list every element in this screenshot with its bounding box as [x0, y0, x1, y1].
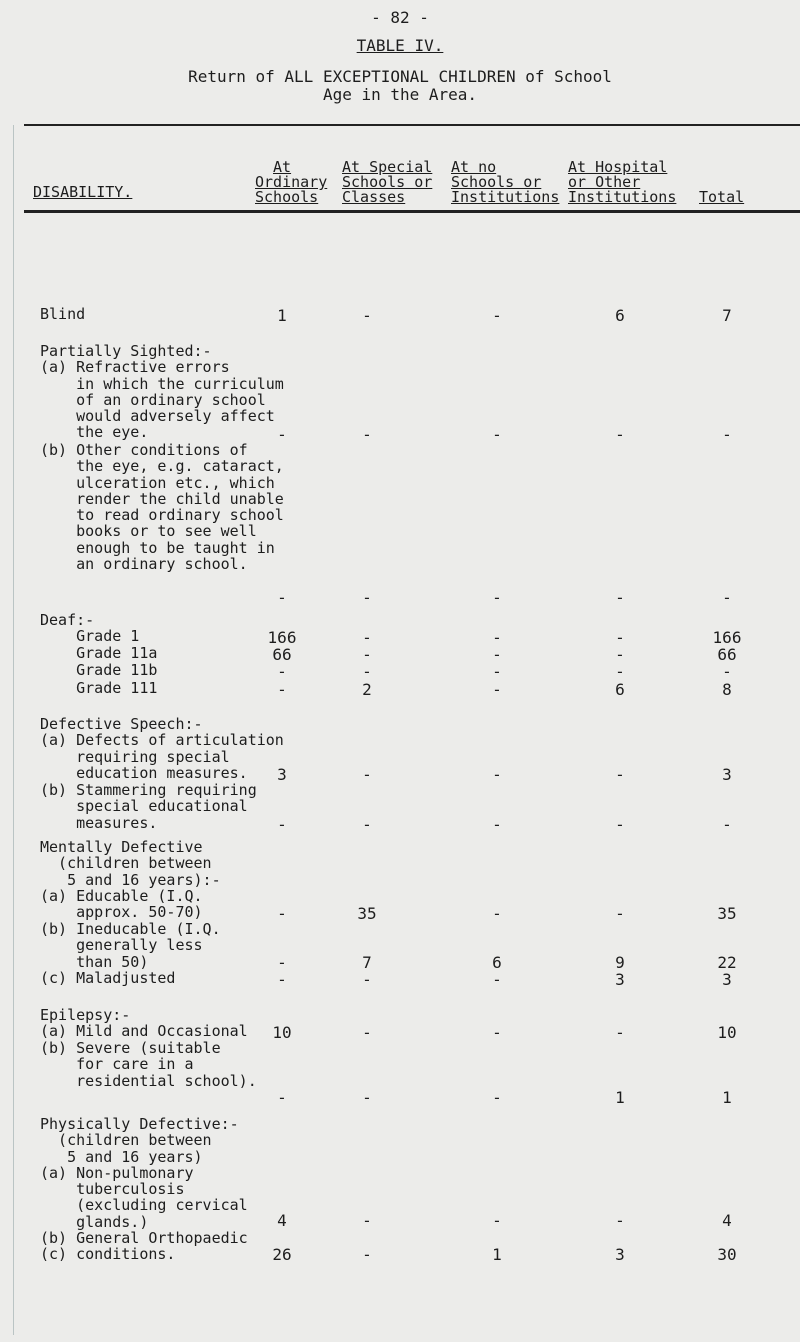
cell-r14-c1: -	[362, 1211, 372, 1230]
cell-r4-c1: -	[362, 645, 372, 664]
cell-r10-c1: 7	[362, 953, 372, 972]
header-special-line-1: At Special	[342, 158, 433, 176]
cell-r9-c0: -	[277, 904, 287, 923]
cell-r15-c0: 26	[272, 1245, 292, 1264]
cell-r10-c2: 6	[492, 953, 502, 972]
cell-r4-c2: -	[492, 645, 502, 664]
header-ordinary	[255, 160, 327, 205]
row-label-deaf-grade-11b: Grade 11b	[40, 661, 158, 679]
cell-r1-c0: -	[277, 425, 287, 444]
header-ordinary-line-3: Schools	[255, 188, 319, 206]
header-disability: DISABILITY.	[33, 183, 133, 201]
cell-r1-c2: -	[492, 425, 502, 444]
cell-r13-c4: 1	[722, 1088, 732, 1107]
cell-r2-c2: -	[492, 588, 502, 607]
cell-r3-c2: -	[492, 628, 502, 647]
cell-r12-c0: 10	[272, 1023, 292, 1042]
row-label-mental-c: (c) Maladjusted	[40, 969, 176, 987]
cell-r10-c4: 22	[717, 953, 737, 972]
cell-r10-c3: 9	[615, 953, 625, 972]
cell-r1-c3: -	[615, 425, 625, 444]
row-label-blind: Blind	[40, 305, 86, 323]
header-no-school	[451, 160, 559, 205]
cell-r1-c1: -	[362, 425, 372, 444]
cell-r5-c4: -	[722, 662, 732, 681]
row-label-partially-sighted-b: (b) Other conditions of the eye, e.g. cataract, ulceration etc., which render the child unable to read ordinary school books or to see well enough to be taught in an ordinary school.	[40, 441, 284, 574]
cell-r2-c0: -	[277, 588, 287, 607]
cell-r3-c0: 166	[267, 628, 297, 647]
header-no-school-line-1: At no	[451, 158, 497, 176]
header-hospital	[568, 160, 676, 205]
row-label-deaf-grade-11a: Grade 11a	[40, 644, 158, 662]
cell-r11-c1: -	[362, 970, 372, 989]
cell-r9-c1: 35	[357, 904, 377, 923]
cell-r13-c2: -	[492, 1088, 502, 1107]
cell-r13-c3: 1	[615, 1088, 625, 1107]
row-label-epilepsy-a: Epilepsy:- (a) Mild and Occasional	[40, 1006, 248, 1041]
cell-r6-c3: 6	[615, 680, 625, 699]
header-hospital-line-1: At Hospital	[568, 158, 668, 176]
cell-r13-c0: -	[277, 1088, 287, 1107]
header-hospital-line-3: Institutions	[568, 188, 677, 206]
row-label-speech-a: Defective Speech:- (a) Defects of articulation requiring special education measures.	[40, 715, 284, 782]
cell-r11-c2: -	[492, 970, 502, 989]
cell-r2-c1: -	[362, 588, 372, 607]
header-hospital-line-2: or Other	[568, 173, 641, 191]
cell-r6-c2: -	[492, 680, 502, 699]
cell-r12-c3: -	[615, 1023, 625, 1042]
cell-r11-c4: 3	[722, 970, 732, 989]
subtitle-line-1: Return of ALL EXCEPTIONAL CHILDREN of School	[188, 67, 612, 86]
cell-r14-c4: 4	[722, 1211, 732, 1230]
cell-r5-c1: -	[362, 662, 372, 681]
cell-r0-c0: 1	[277, 306, 287, 325]
header-ordinary-line-2: Ordinary	[255, 173, 328, 191]
cell-r6-c0: -	[277, 680, 287, 699]
row-label-mental-b: (b) Ineducable (I.Q. generally less than 50)	[40, 920, 221, 971]
cell-r12-c1: -	[362, 1023, 372, 1042]
table-title: TABLE IV.	[356, 36, 444, 55]
cell-r4-c0: 66	[272, 645, 292, 664]
cell-r6-c4: 8	[722, 680, 732, 699]
page-number: - 82 -	[371, 8, 429, 27]
cell-r3-c3: -	[615, 628, 625, 647]
header-total	[699, 190, 744, 205]
cell-r9-c3: -	[615, 904, 625, 923]
margin-line	[13, 125, 14, 1335]
cell-r5-c2: -	[492, 662, 502, 681]
subtitle-line-2: Age in the Area.	[322, 85, 478, 104]
cell-r12-c4: 10	[717, 1023, 737, 1042]
row-label-deaf-grade-111: Grade 111	[40, 679, 158, 697]
cell-r0-c2: -	[492, 306, 502, 325]
cell-r15-c4: 30	[717, 1245, 737, 1264]
cell-r14-c2: -	[492, 1211, 502, 1230]
cell-r8-c2: -	[492, 815, 502, 834]
header-no-school-line-3: Institutions	[451, 188, 560, 206]
header-no-school-line-2: Schools or	[451, 173, 542, 191]
cell-r7-c0: 3	[277, 765, 287, 784]
cell-r0-c1: -	[362, 306, 372, 325]
cell-r9-c2: -	[492, 904, 502, 923]
cell-r8-c4: -	[722, 815, 732, 834]
cell-r15-c1: -	[362, 1245, 372, 1264]
cell-r4-c3: -	[615, 645, 625, 664]
cell-r4-c4: 66	[717, 645, 737, 664]
row-label-mental-a: Mentally Defective (children between 5 and 16 years):- (a) Educable (I.Q. approx. 50-70)	[40, 838, 221, 922]
row-label-partially-sighted-a: Partially Sighted:- (a) Refractive errors in which the curriculum of an ordinary school would adversely affect the eye.	[40, 342, 284, 442]
row-label-physical-b: (b) General Orthopaedic (c) conditions.	[40, 1229, 248, 1264]
header-special-line-2: Schools or	[342, 173, 433, 191]
cell-r13-c1: -	[362, 1088, 372, 1107]
cell-r7-c3: -	[615, 765, 625, 784]
header-special	[342, 160, 432, 205]
cell-r9-c4: 35	[717, 904, 737, 923]
top-rule	[24, 124, 800, 126]
header-total-label: Total	[699, 188, 745, 206]
cell-r8-c3: -	[615, 815, 625, 834]
cell-r3-c4: 166	[712, 628, 742, 647]
header-ordinary-line-1: At	[273, 158, 292, 176]
cell-r11-c3: 3	[615, 970, 625, 989]
cell-r2-c4: -	[722, 588, 732, 607]
cell-r8-c0: -	[277, 815, 287, 834]
row-label-physical-a: Physically Defective:- (children between 5 and 16 years) (a) Non-pulmonary tuberculosis (excluding cervical glands.)	[40, 1115, 248, 1231]
cell-r5-c3: -	[615, 662, 625, 681]
row-label-speech-b: (b) Stammering requiring special educational measures.	[40, 781, 257, 832]
cell-r14-c0: 4	[277, 1211, 287, 1230]
cell-r11-c0: -	[277, 970, 287, 989]
cell-r7-c1: -	[362, 765, 372, 784]
cell-r2-c3: -	[615, 588, 625, 607]
cell-r5-c0: -	[277, 662, 287, 681]
cell-r15-c2: 1	[492, 1245, 502, 1264]
cell-r8-c1: -	[362, 815, 372, 834]
cell-r3-c1: -	[362, 628, 372, 647]
cell-r1-c4: -	[722, 425, 732, 444]
row-label-epilepsy-b: (b) Severe (suitable for care in a residential school).	[40, 1039, 257, 1090]
cell-r7-c2: -	[492, 765, 502, 784]
table-subtitle	[0, 68, 800, 104]
cell-r0-c4: 7	[722, 306, 732, 325]
cell-r6-c1: 2	[362, 680, 372, 699]
cell-r14-c3: -	[615, 1211, 625, 1230]
header-special-line-3: Classes	[342, 188, 406, 206]
cell-r12-c2: -	[492, 1023, 502, 1042]
cell-r0-c3: 6	[615, 306, 625, 325]
cell-r15-c3: 3	[615, 1245, 625, 1264]
row-label-deaf-grade-1: Deaf:- Grade 1	[40, 611, 140, 646]
cell-r10-c0: -	[277, 953, 287, 972]
cell-r7-c4: 3	[722, 765, 732, 784]
header-rule	[24, 210, 800, 213]
